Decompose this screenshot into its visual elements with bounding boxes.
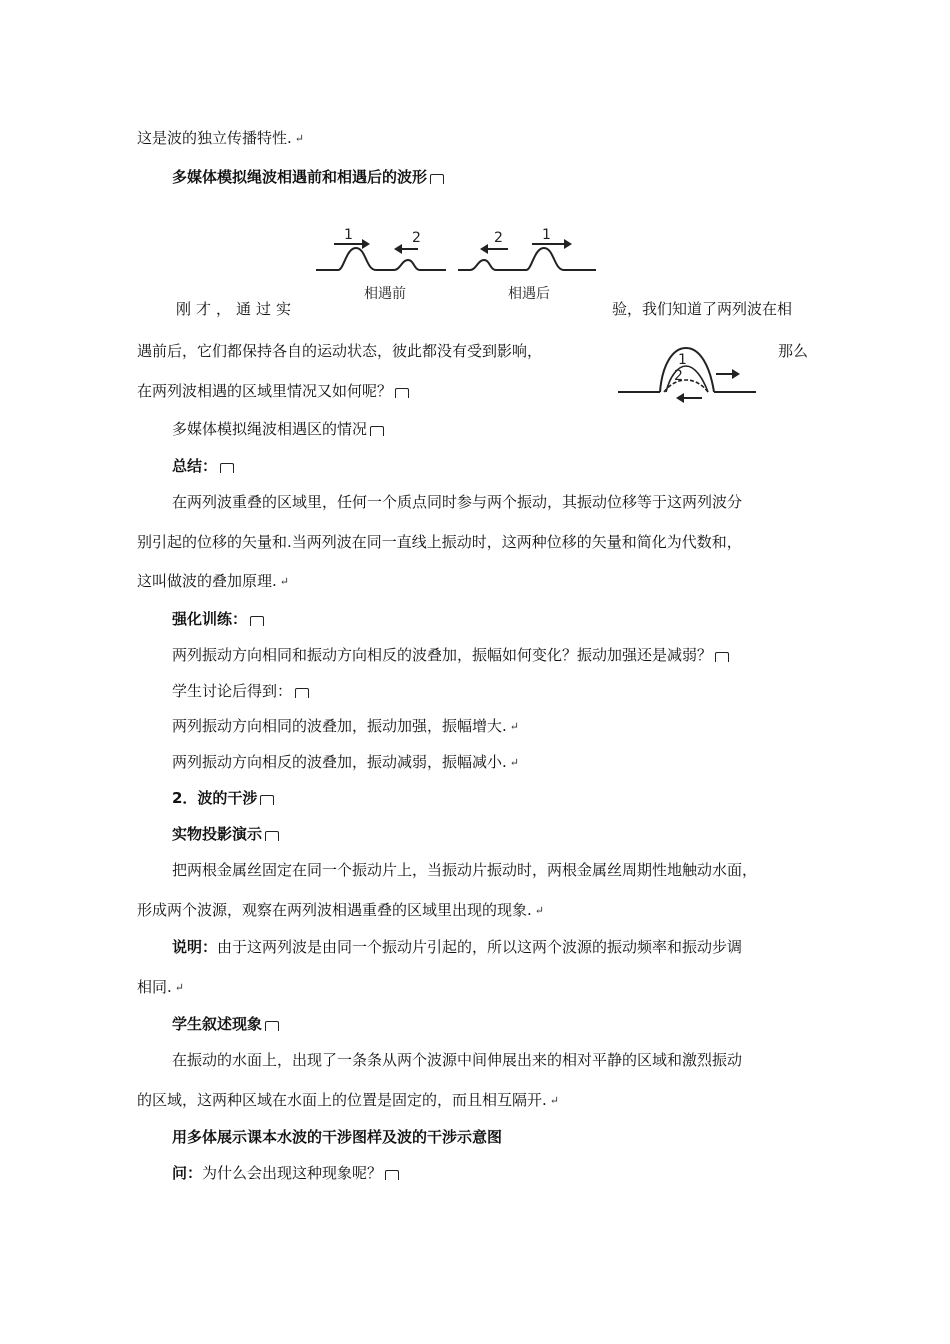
heading (172, 456, 234, 476)
text-line (137, 128, 304, 149)
text-line (172, 1050, 742, 1070)
paragraph-mark (265, 1021, 279, 1031)
label-before: 相遇前 (364, 286, 406, 302)
paragraph-mark (715, 652, 729, 662)
paragraph-text: 由于这两列波是由同一个振动片引起的，所以这两个波源的振动频率和振动步调 (217, 938, 743, 956)
superposition-figure (616, 340, 760, 406)
text-line (137, 571, 289, 592)
text-line (172, 492, 742, 512)
line-end-mark: ↵ (509, 756, 519, 769)
heading (172, 1014, 279, 1034)
paragraph-text: 形成两个波源，观察在两列波相遇重叠的区域里出现的现象. (137, 901, 532, 919)
heading-text: 实物投影演示 (172, 825, 263, 843)
paragraph-text: 这叫做波的叠加原理. (137, 572, 277, 590)
line-end-mark: ↵ (534, 904, 544, 917)
paragraph-text: 在两列波相遇的区域里情况又如何呢？ (137, 382, 393, 400)
heading-text: 强化训练： (172, 610, 248, 628)
paragraph-text: 那么 (778, 342, 809, 360)
paragraph-text: 两列振动方向相同和振动方向相反的波叠加，振幅如何变化？振动加强还是减弱？ (172, 646, 713, 664)
paragraph-text: 在两列波重叠的区域里，任何一个质点同时参与两个振动，其振动位移等于这两列波分 (172, 493, 743, 511)
line-end-mark: ↵ (509, 720, 519, 733)
paragraph-text: 为什么会出现这种现象呢？ (202, 1164, 383, 1182)
text-line (137, 381, 409, 401)
pulse-1 (666, 366, 708, 392)
arrowhead-2-before (394, 244, 402, 254)
text-line (172, 419, 384, 439)
line-end-mark: ↵ (174, 981, 184, 994)
paragraph-text: 学生讨论后得到： (172, 682, 293, 700)
paragraph-text: 别引起的位移的矢量和.当两列波在同一直线上振动时，这两种位移的矢量和简化为代数和， (137, 533, 742, 551)
wave-number-2-after: 2 (494, 230, 503, 246)
wave-number-2: 2 (412, 230, 421, 246)
arrowhead-1-after (564, 239, 572, 249)
line-end-mark: ↵ (294, 132, 304, 145)
text-line (176, 299, 296, 319)
paragraph-text: 验，我们知道了两列波在相 (612, 300, 793, 318)
paragraph-mark (295, 688, 309, 698)
paragraph-mark (385, 1170, 399, 1180)
pulse-2 (664, 380, 708, 392)
text-line (172, 645, 729, 665)
heading-text: 学生叙述现象 (172, 1015, 263, 1033)
paragraph-text: 两列振动方向相同的波叠加，振动加强，振幅增大. (172, 717, 507, 735)
text-line (172, 716, 519, 737)
text-line (172, 860, 757, 880)
heading (172, 609, 264, 629)
label-text: 问： (172, 1164, 203, 1182)
wave-meeting-figure (312, 222, 602, 304)
heading (172, 167, 444, 187)
heading-text: 多媒体模拟绳波相遇前和相遇后的波形 (172, 168, 428, 186)
text-line (612, 299, 792, 319)
paragraph-text: 多媒体模拟绳波相遇区的情况 (172, 420, 368, 438)
wave-number-1-after: 1 (542, 227, 551, 243)
pulse-number-2: 2 (674, 368, 683, 384)
text-line (137, 900, 544, 921)
arrowhead-right (732, 369, 740, 379)
paragraph-text: 刚才，通过实 (176, 300, 297, 318)
paragraph-mark (250, 616, 264, 626)
text-line (172, 681, 309, 701)
paragraph-text: 把两根金属丝固定在同一个振动片上，当振动片振动时，两根金属丝周期性地触动水面， (172, 861, 758, 879)
paragraph-mark (220, 463, 234, 473)
paragraph-text: 两列振动方向相反的波叠加，振动减弱，振幅减小. (172, 753, 507, 771)
text-line (137, 341, 542, 361)
text-line (778, 341, 808, 361)
paragraph-mark (395, 388, 409, 398)
text-line (172, 937, 742, 957)
paragraph-text: 的区域，这两种区域在水面上的位置是固定的，而且相互隔开. (137, 1091, 547, 1109)
heading (172, 1127, 502, 1147)
text-line (172, 1163, 399, 1183)
text-line (137, 1090, 559, 1111)
arrowhead-1-before (362, 239, 370, 249)
text-line (172, 752, 519, 773)
paragraph-mark (265, 831, 279, 841)
paragraph-text: 相同. (137, 978, 172, 996)
arrowhead-left (676, 393, 684, 403)
paragraph-mark (260, 795, 274, 805)
arrowhead-2-after (480, 244, 488, 254)
wave-before-line (316, 248, 446, 270)
heading-text: 总结： (172, 457, 218, 475)
pulse-number-1: 1 (678, 352, 687, 368)
text-line (137, 532, 742, 552)
heading (172, 824, 279, 844)
paragraph-text: 遇前后，它们都保持各自的运动状态，彼此都没有受到影响， (137, 342, 543, 360)
heading-text: 2．波的干涉 (172, 789, 258, 807)
line-end-mark: ↵ (549, 1094, 559, 1107)
text-line (137, 977, 184, 998)
paragraph-text: 在振动的水面上，出现了一条条从两个波源中间伸展出来的相对平静的区域和激烈振动 (172, 1051, 743, 1069)
paragraph-text: 这是波的独立传播特性. (137, 129, 292, 147)
wave-number-1: 1 (344, 227, 353, 243)
wave-after-line (458, 248, 596, 270)
label-after: 相遇后 (508, 286, 550, 302)
paragraph-mark (430, 174, 444, 184)
heading (172, 788, 274, 808)
label-text: 说明： (172, 938, 218, 956)
line-end-mark: ↵ (279, 575, 289, 588)
heading-text: 用多体展示课本水波的干涉图样及波的干涉示意图 (172, 1128, 503, 1146)
paragraph-mark (370, 426, 384, 436)
